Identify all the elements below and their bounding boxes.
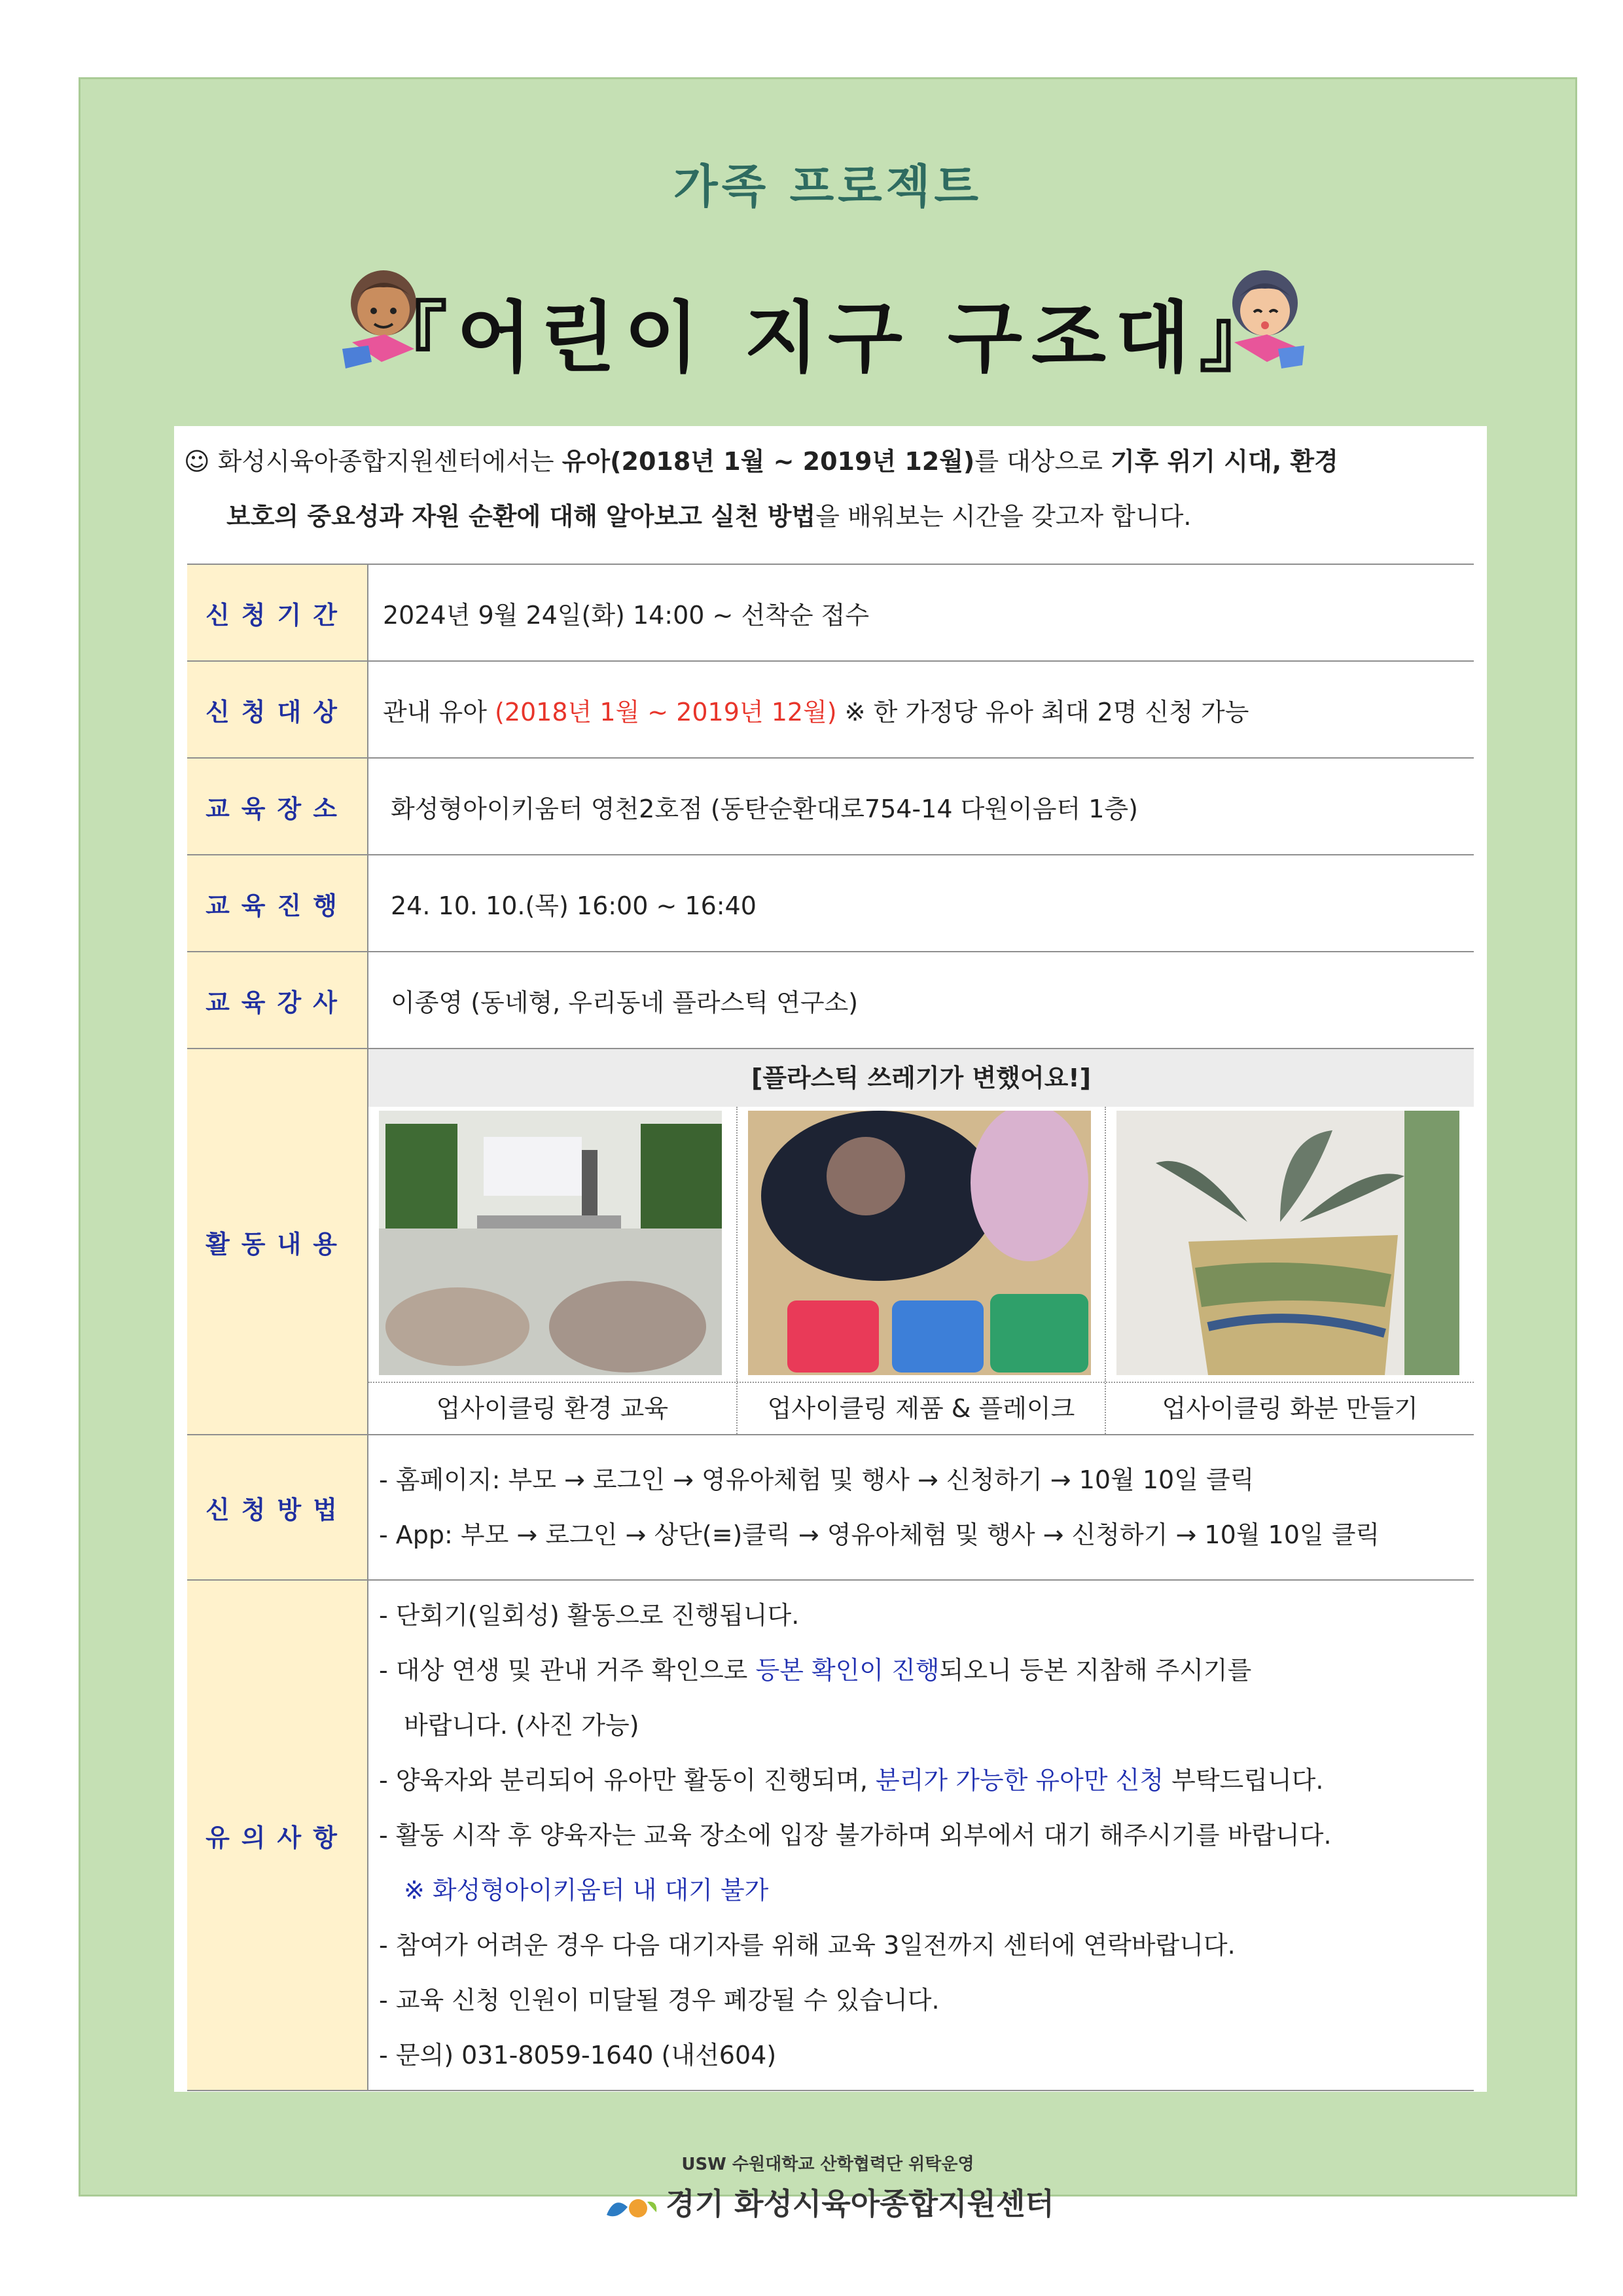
intro-line2-b: 을 배워보는 시간을 갖고자 합니다. <box>815 502 1192 531</box>
logo-operator-text: USW 수원대학교 산학협력단 위탁운영 <box>681 2155 974 2174</box>
intro-target-age: 유아(2018년 1월 ~ 2019년 12월) <box>562 447 975 476</box>
intro-topic-cont: 보호의 중요성과 자원 순환에 대해 알아보고 실천 방법 <box>226 502 816 531</box>
method-homepage: - 홈페이지: 부모 → 로그인 → 영유아체험 및 행사 → 신청하기 → 10월 10일 클릭 <box>379 1465 1255 1494</box>
value-method <box>368 1435 1474 1580</box>
photo-classroom <box>379 1111 722 1375</box>
caption-pot: 업사이클링 화분 만들기 <box>1162 1394 1418 1423</box>
value-notes <box>368 1580 1474 2090</box>
note-2-cont: 바랍니다. (사진 가능) <box>404 1711 639 1740</box>
label-schedule: 교육진행 <box>187 855 368 952</box>
caption-products: 업사이클링 제품 & 플레이크 <box>738 1383 1107 1434</box>
value-instructor: 이종영 (동네형, 우리동네 플라스틱 연구소) <box>368 952 1474 1049</box>
note-2 <box>379 1643 1474 1698</box>
info-table <box>187 564 1474 2091</box>
activity-photos <box>368 1107 1474 1382</box>
intro-line1-c: 를 대상으로 <box>974 447 1111 476</box>
value-target <box>368 661 1474 758</box>
poster-frame <box>79 77 1577 2221</box>
note-2-b: 되오니 등본 지참해 주시기를 <box>939 1656 1252 1685</box>
label-instructor: 교육강사 <box>187 952 368 1049</box>
value-period: 2024년 9월 24일(화) 14:00 ~ 선착순 접수 <box>368 564 1474 661</box>
note-6: - 교육 신청 인원이 미달될 경우 폐강될 수 있습니다. <box>379 1986 940 2015</box>
target-limit: ※ 한 가정당 유아 최대 2명 신청 가능 <box>836 697 1249 726</box>
intro-topic: 기후 위기 시대, 환경 <box>1111 447 1338 476</box>
note-3-a: - 양육자와 분리되어 유아만 활동이 진행되며, <box>379 1766 876 1795</box>
note-1: - 단회기(일회성) 활동으로 진행됩니다. <box>379 1601 800 1630</box>
note-3 <box>379 1753 1474 1808</box>
note-2-highlight: 등본 확인이 진행 <box>755 1656 940 1685</box>
label-place: 교육장소 <box>187 758 368 855</box>
note-3-b: 부탁드립니다. <box>1164 1766 1324 1795</box>
note-4: - 활동 시작 후 양육자는 교육 장소에 입장 불가하며 외부에서 대기 해주시기를 바랍니다. <box>379 1821 1332 1850</box>
note-3-highlight: 분리가 가능한 유아만 신청 <box>876 1766 1164 1795</box>
target-age-range: (2018년 1월 ~ 2019년 12월) <box>495 697 837 726</box>
smile-icon: ☺ <box>184 447 210 476</box>
label-notes: 유의사항 <box>187 1580 368 2090</box>
label-period: 신청기간 <box>187 564 368 661</box>
note-2-a: - 대상 연생 및 관내 거주 확인으로 <box>379 1656 756 1685</box>
photo-plant-pot <box>1116 1111 1459 1375</box>
note-5: - 참여가 어려운 경우 다음 대기자를 위해 교육 3일전까지 센터에 연락바랍니다. <box>379 1931 1236 1960</box>
center-logo <box>80 2151 1575 2224</box>
poster-title: 『어린이 지구 구조대』 <box>370 293 1286 383</box>
activity-captions <box>368 1382 1474 1434</box>
value-place: 화성형아이키움터 영천2호점 (동탄순환대로754-14 다원이음터 1층) <box>368 758 1474 855</box>
info-panel <box>174 426 1487 2092</box>
caption-education: 업사이클링 환경 교육 <box>368 1383 738 1434</box>
activity-heading: [플라스틱 쓰레기가 변했어요!] <box>368 1049 1474 1107</box>
note-7: - 문의) 031-8059-1640 (내선604) <box>379 2041 777 2070</box>
photo-plastic-flakes <box>748 1111 1091 1375</box>
poster-subtitle: 가족 프로젝트 <box>673 160 983 213</box>
label-activity: 활동내용 <box>187 1049 368 1435</box>
value-schedule: 24. 10. 10.(목) 16:00 ~ 16:40 <box>368 855 1474 952</box>
activity-cell <box>368 1049 1474 1435</box>
method-app: - App: 부모 → 로그인 → 상단(≡)클릭 → 영유아체험 및 행사 → 신청하기 → 10월 10일 클릭 <box>379 1520 1380 1549</box>
target-text: 관내 유아 <box>383 697 495 726</box>
note-4-highlight: ※ 화성형아이키움터 내 대기 불가 <box>404 1876 769 1905</box>
logo-center-name: 경기 화성시육아종합지원센터 <box>666 2186 1054 2221</box>
label-target: 신청대상 <box>187 661 368 758</box>
label-method: 신청방법 <box>187 1435 368 1580</box>
intro-line1-a: 화성시육아종합지원센터에서는 <box>217 447 562 476</box>
center-logo-icon <box>601 2189 660 2224</box>
intro-text <box>174 426 1487 564</box>
